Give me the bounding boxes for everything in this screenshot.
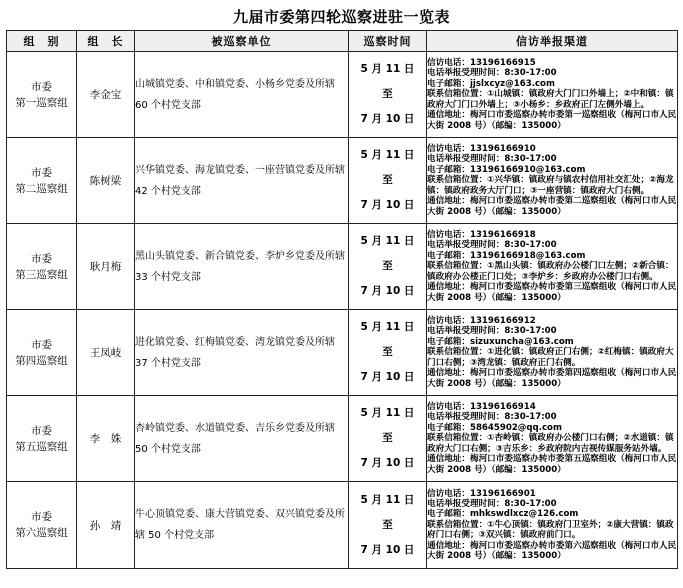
- period-cell: [349, 310, 427, 396]
- contact-line: 联系信箱位置：①牛心顶镇：镇政府门卫室外；②康大营镇：镇政府门口右侧；③双兴镇：镇政府前门口。: [427, 519, 674, 541]
- contact-line: 联系信箱位置：①杏岭镇：镇政府办公楼门口右侧；②水道镇：镇政府大门口右侧；③吉乐乡：乡政府院内吉视传媒服务站外墙。: [427, 433, 674, 454]
- contact-cell: [427, 310, 678, 396]
- page-title: 九届市委第四轮巡察进驻一览表: [232, 8, 450, 26]
- contact-line: 电子邮箱：jjslxcyz@163.com: [427, 78, 555, 89]
- period-end: 7 月 10 日: [360, 113, 415, 125]
- units-cell: 兴华镇党委、海龙镇党委、一座营镇党委及所辖 42 个村党支部: [135, 138, 349, 224]
- table-body: [7, 52, 678, 569]
- contact-line: 电话举报受理时间：8:30-17:00: [427, 154, 557, 165]
- table-row: [7, 52, 678, 138]
- period-start: 5 月 11 日: [360, 235, 415, 247]
- group-name-line2: 第二巡察组: [15, 182, 68, 195]
- contact-line: 联系信箱位置：①兴华镇：镇政府与镇农村信用社交汇处；②海龙镇：镇政府政务大厅门口；③一座营镇：镇政府大门右侧。: [427, 175, 674, 196]
- contact-line: 通信地址：梅河口市委巡察办转市委第六巡察组收（梅河口市人民大街 2008 号）（邮编：135000）: [427, 540, 677, 562]
- table-row: [7, 310, 678, 396]
- contact-line: 电子邮箱：13196166918@163.com: [427, 250, 586, 261]
- group-name-line2: 第六巡察组: [15, 527, 68, 539]
- group-name-line2: 第五巡察组: [15, 440, 68, 453]
- period-end: 7 月 10 日: [360, 543, 415, 556]
- contact-cell: [427, 396, 678, 482]
- contact-line: 通信地址：梅河口市委巡察办转市委第二巡察组收（梅河口市人民大街 2008 号）（邮编：135000）: [427, 196, 677, 217]
- contact-line: 通信地址：梅河口市委巡察办转市委第一巡察组收（梅河口市人民大街 2008 号）（邮编：135000）: [427, 110, 677, 131]
- contact-line: 信访电话：13196166915: [427, 58, 536, 69]
- contact-line: 联系信箱位置：①黑山头镇：镇政府办公楼门口左侧；②新合镇：镇政府办公楼正门口处；③李炉乡：乡政府办公楼门口右侧。: [427, 261, 674, 282]
- group-name-line2: 第四巡察组: [15, 354, 68, 367]
- group-name-line2: 第三巡察组: [15, 268, 68, 281]
- units-cell: 牛心顶镇党委、康大营镇党委、双兴镇党委及所辖 50 个村党支部: [135, 482, 349, 569]
- header-leader: 组 长: [77, 31, 135, 52]
- contact-line: 信访电话：13196166918: [427, 230, 536, 241]
- period-start: 5 月 11 日: [360, 63, 415, 75]
- period-end: 7 月 10 日: [360, 285, 415, 297]
- units-cell: 山城镇党委、中和镇党委、小杨乡党委及所辖 60 个村党支部: [135, 52, 349, 138]
- contact-cell: [427, 224, 678, 310]
- contact-line: 联系信箱位置：①进化镇：镇政府正门右侧；②红梅镇：镇政府大门口右侧；③湾龙镇：镇政府正门右侧。: [427, 347, 674, 368]
- group-cell: [7, 52, 77, 138]
- leader-cell: 李 姝: [77, 396, 135, 482]
- contact-line: 电子邮箱：58645902@qq.com: [427, 422, 562, 433]
- contact-line: 通信地址：梅河口市委巡察办转市委第四巡察组收（梅河口市人民大街 2008 号）（邮编：135000）: [427, 368, 677, 389]
- group-cell: [7, 310, 77, 396]
- group-name-line1: 市委: [31, 166, 52, 179]
- period-end: 7 月 10 日: [360, 199, 415, 211]
- table-row: [7, 138, 678, 224]
- header-units: 被巡察单位: [135, 31, 349, 52]
- inspection-table: [6, 30, 678, 569]
- period-cell: [349, 224, 427, 310]
- period-cell: [349, 482, 427, 569]
- group-name-line1: 市委: [31, 252, 52, 265]
- group-cell: [7, 224, 77, 310]
- group-name-line2: 第一巡察组: [15, 96, 68, 109]
- contact-line: 电话举报受理时间：8:30-17:00: [427, 240, 557, 251]
- period-start: 5 月 11 日: [360, 407, 415, 419]
- period-to: 至: [382, 88, 393, 100]
- leader-cell: 李金宝: [77, 52, 135, 138]
- table-row: [7, 396, 678, 482]
- period-start: 5 月 11 日: [360, 149, 415, 161]
- contact-line: 电话举报受理时间：8:30-17:00: [427, 412, 557, 423]
- group-cell: [7, 138, 77, 224]
- period-start: 5 月 11 日: [360, 493, 415, 506]
- group-cell: [7, 396, 77, 482]
- header-contact: 信访举报渠道: [427, 31, 678, 52]
- contact-line: 电子邮箱：sizuxuncha@163.com: [427, 336, 574, 347]
- group-name-line1: 市委: [31, 338, 52, 351]
- contact-line: 信访电话：13196166901: [427, 488, 536, 499]
- period-end: 7 月 10 日: [360, 371, 415, 383]
- leader-cell: 王凤岐: [77, 310, 135, 396]
- period-cell: [349, 396, 427, 482]
- contact-line: 电子邮箱：13196166910@163.com: [427, 164, 586, 175]
- contact-line: 联系信箱位置：①山城镇：镇政府大门门口外墙上；②中和镇：镇政府大门门口外墙上；③小杨乡：乡政府正门左侧外墙上。: [427, 89, 674, 110]
- contact-line: 信访电话：13196166914: [427, 402, 536, 413]
- contact-line: 电话举报受理时间：8:30-17:00: [427, 326, 557, 337]
- contact-line: 信访电话：13196166912: [427, 316, 536, 327]
- leader-cell: 孙 靖: [77, 482, 135, 569]
- leader-cell: 陈树梁: [77, 138, 135, 224]
- period-to: 至: [382, 346, 393, 358]
- contact-line: 电子邮箱：mhkswdlxcz@126.com: [427, 509, 579, 520]
- contact-line: 通信地址：梅河口市委巡察办转市委第三巡察组收（梅河口市人民大街 2008 号）（邮编：135000）: [427, 282, 677, 303]
- contact-line: 通信地址：梅河口市委巡察办转市委第五巡察组收（梅河口市人民大街 2008 号）（邮编：135000）: [427, 454, 677, 475]
- period-end: 7 月 10 日: [360, 457, 415, 469]
- leader-cell: 耿月梅: [77, 224, 135, 310]
- contact-cell: [427, 482, 678, 569]
- contact-line: 电话举报受理时间：8:30-17:00: [427, 68, 557, 79]
- table-header-row: [7, 31, 678, 52]
- period-to: 至: [382, 260, 393, 272]
- contact-line: 信访电话：13196166910: [427, 144, 536, 155]
- table-row: [7, 482, 678, 569]
- period-to: 至: [382, 432, 393, 444]
- group-name-line1: 市委: [31, 424, 52, 437]
- header-period: 巡察时间: [349, 31, 427, 52]
- period-to: 至: [382, 174, 393, 186]
- header-group: 组 别: [7, 31, 77, 52]
- units-cell: 杏岭镇党委、水道镇党委、吉乐乡党委及所辖 50 个村党支部: [135, 396, 349, 482]
- contact-cell: [427, 138, 678, 224]
- period-start: 5 月 11 日: [360, 321, 415, 333]
- group-name-line1: 市委: [31, 80, 52, 93]
- group-name-line1: 市委: [31, 511, 52, 523]
- group-cell: [7, 482, 77, 569]
- period-cell: [349, 138, 427, 224]
- contact-line: 电话举报受理时间：8:30-17:00: [427, 498, 557, 509]
- period-to: 至: [382, 518, 393, 531]
- contact-cell: [427, 52, 678, 138]
- units-cell: 黑山头镇党委、新合镇党委、李炉乡党委及所辖 33 个村党支部: [135, 224, 349, 310]
- period-cell: [349, 52, 427, 138]
- table-row: [7, 224, 678, 310]
- units-cell: 进化镇党委、红梅镇党委、湾龙镇党委及所辖 37 个村党支部: [135, 310, 349, 396]
